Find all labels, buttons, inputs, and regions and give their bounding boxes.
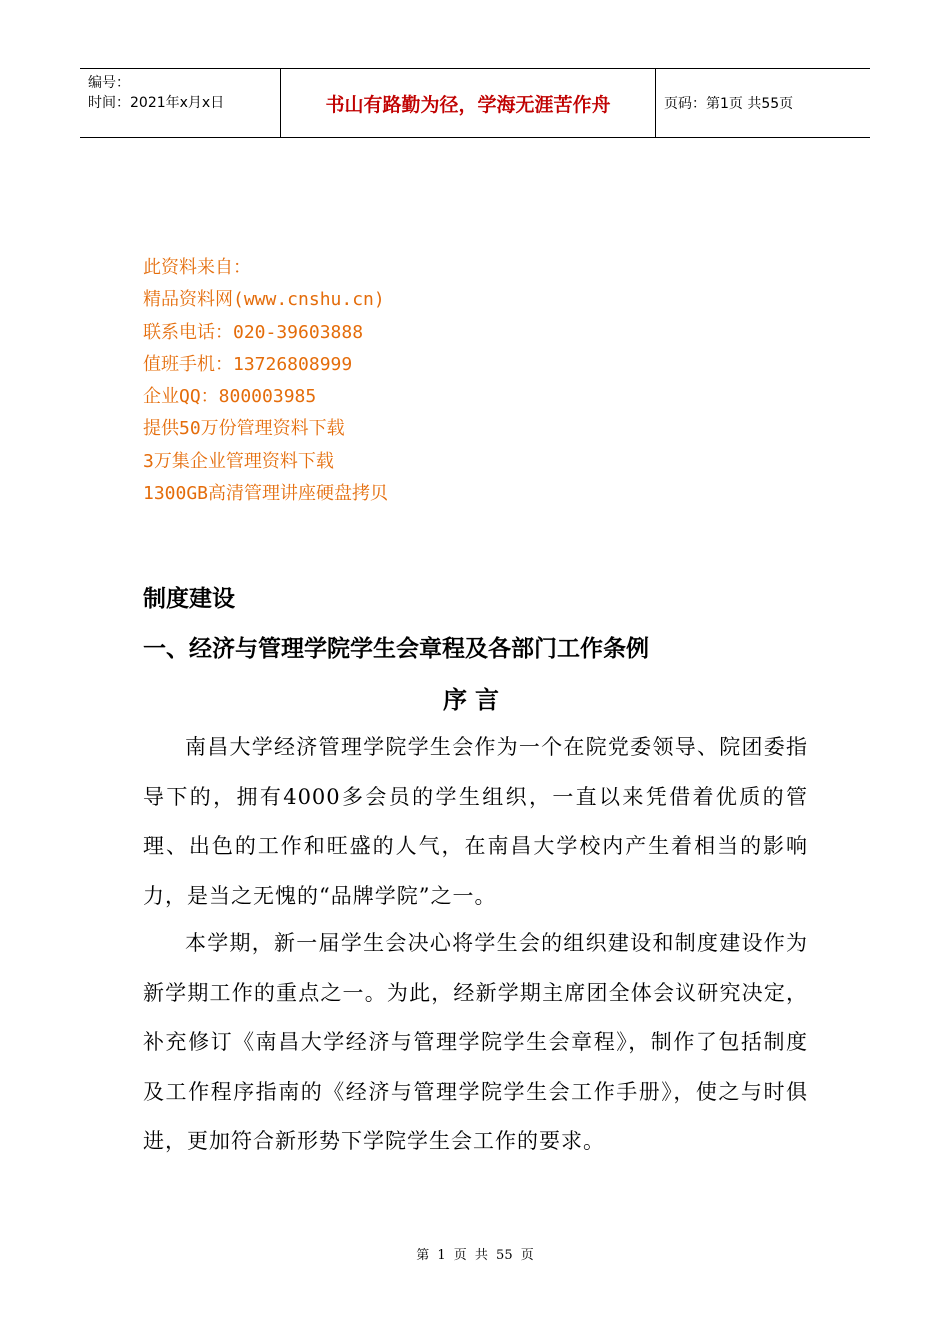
source-line: 企业QQ：800003985 xyxy=(143,386,317,408)
date-label: 时间：2021年x月x日 xyxy=(88,95,225,111)
header-meta xyxy=(80,69,281,137)
header-page-info: 页码：第1页 共55页 xyxy=(664,96,794,112)
page-header xyxy=(80,68,870,138)
document-title: 一、经济与管理学院学生会章程及各部门工作条例 xyxy=(143,636,649,662)
body-paragraph: 南昌大学经济管理学院学生会作为一个在院党委领导、院团委指导下的，拥有4000多会员的学生组织，一直以来凭借着优质的管理、出色的工作和旺盛的人气，在南昌大学校内产生着相当的影响力，是当之无愧的“品牌学院”之一。 xyxy=(143,735,808,908)
source-line: 精品资料网(www.cnshu.cn) xyxy=(143,289,385,311)
source-line: 提供50万份管理资料下载 xyxy=(143,418,345,440)
page-footer: 第 1 页 共 55 页 xyxy=(416,1248,534,1263)
source-line: 3万集企业管理资料下载 xyxy=(143,450,334,472)
source-line: 联系电话：020-39603888 xyxy=(143,321,364,343)
source-info-block xyxy=(143,252,388,510)
preface-title: 序言 xyxy=(443,685,507,714)
source-line: 此资料来自： xyxy=(143,257,251,278)
number-label: 编号： xyxy=(88,75,130,91)
source-line: 值班手机：13726808999 xyxy=(143,353,353,375)
body-paragraph: 本学期，新一届学生会决心将学生会的组织建设和制度建设作为新学期工作的重点之一。为此，经新学期主席团全体会议研究决定，补充修订《南昌大学经济与管理学院学生会章程》，制作了包括制度及工作程序指南的《经济与管理学院学生会工作手册》，使之与时俱进，更加符合新形势下学院学生会工作的要求。 xyxy=(143,931,808,1153)
header-motto: 书山有路勤为径，学海无涯苦作舟 xyxy=(281,69,656,137)
source-line: 1300GB高清管理讲座硬盘拷贝 xyxy=(143,483,389,505)
section-title: 制度建设 xyxy=(143,586,235,612)
